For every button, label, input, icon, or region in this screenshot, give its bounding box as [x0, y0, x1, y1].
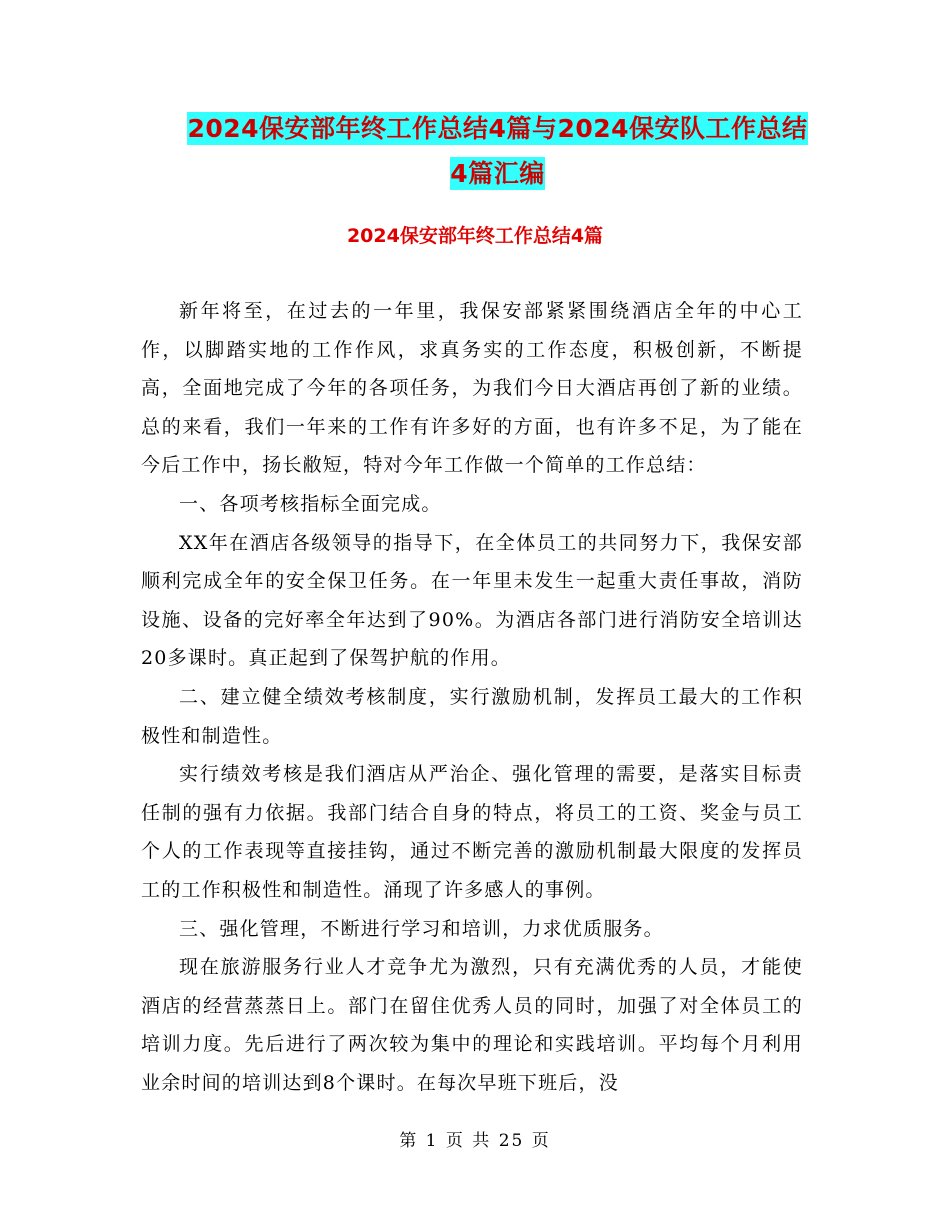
page-footer: 第 1 页 共 25 页: [399, 1131, 551, 1151]
paragraph-body-1: XX年在酒店各级领导的指导下，在全体员工的共同努力下，我保安部顺利完成全年的安全保卫任务。在一年里未发生一起重大责任事故，消防设施、设备的完好率全年达到了90%。为酒店各部门进行消防安全培训达20多课时。真正起到了保驾护航的作用。: [141, 531, 803, 670]
paragraph-intro: 新年将至，在过去的一年里，我保安部紧紧围绕酒店全年的中心工作，以脚踏实地的工作作风，求真务实的工作态度，积极创新，不断提高，全面地完成了今年的各项任务，为我们今日大酒店再创了新的业绩。总的来看，我们一年来的工作有许多好的方面，也有许多不足，为了能在今后工作中，扬长敝短，特对今年工作做一个简单的工作总结：: [141, 300, 803, 477]
section-title: 2024保安部年终工作总结4篇: [346, 225, 604, 247]
paragraph-body-2: 实行绩效考核是我们酒店从严治企、强化管理的需要，是落实目标责任制的强有力依据。我部门结合自身的特点，将员工的工资、奖金与员工个人的工作表现等直接挂钩，通过不断完善的激励机制最大限度的发挥员工的工作积极性和制造性。涌现了许多感人的事例。: [141, 763, 803, 901]
document-title-line-1: [140, 112, 855, 146]
document-title-line-2: [140, 157, 855, 191]
document-title-text-1: 2024保安部年终工作总结4篇与2024保安队工作总结: [187, 114, 808, 143]
paragraph-heading-3: 三、强化管理，不断进行学习和培训，力求优质服务。: [179, 917, 664, 940]
document-body: [141, 292, 803, 1102]
paragraph-heading-1: 一、各项考核指标全面完成。: [179, 492, 442, 515]
paragraph-body-3: 现在旅游服务行业人才竞争尤为激烈，只有充满优秀的人员，才能使酒店的经营蒸蒸日上。部门在留住优秀人员的同时，加强了对全体员工的培训力度。先后进行了两次较为集中的理论和实践培训。平均每个月利用业余时间的培训达到8个课时。在每次早班下班后，没: [141, 956, 803, 1094]
document-title-text-2: 4篇汇编: [450, 159, 545, 188]
paragraph-heading-2: 二、建立健全绩效考核制度，实行激励机制，发挥员工最大的工作积极性和制造性。: [141, 685, 803, 747]
